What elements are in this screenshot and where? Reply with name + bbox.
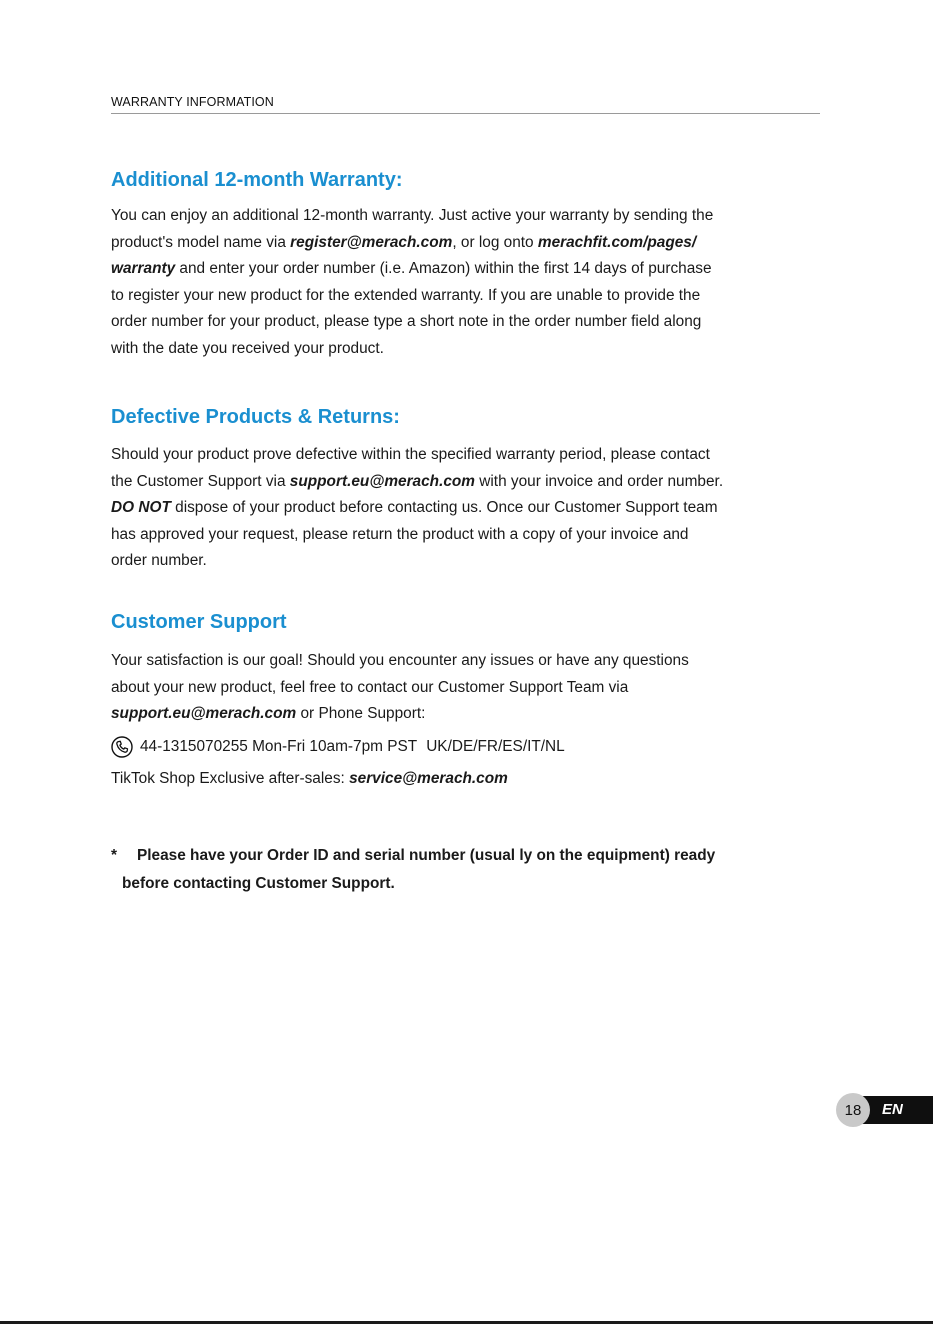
- warranty-text: , or log onto: [452, 233, 538, 251]
- phone-icon: [111, 736, 133, 758]
- warranty-text: and enter your order number (i.e. Amazon) within the first 14 days of purchase: [175, 260, 712, 278]
- do-not-emphasis: DO NOT: [111, 499, 171, 517]
- register-email-link[interactable]: register@merach.com: [290, 233, 453, 251]
- defective-text: the Customer Support via: [111, 472, 290, 490]
- support-email-link[interactable]: support.eu@merach.com: [289, 472, 475, 490]
- support-text: or Phone Support:: [296, 705, 426, 723]
- warranty-line-6: with the date you received your product.: [111, 339, 384, 357]
- support-email-link-2[interactable]: support.eu@merach.com: [111, 705, 297, 723]
- warranty-line-3: [111, 256, 713, 283]
- warranty-line-2: [111, 230, 713, 257]
- support-line-2: about your new product, feel free to contact our Customer Support Team via: [111, 678, 629, 696]
- defective-line-3: [111, 495, 723, 522]
- tiktok-row: [111, 770, 508, 788]
- tiktok-label: TikTok Shop Exclusive after-sales:: [111, 770, 350, 787]
- defective-paragraph: [111, 442, 723, 575]
- defective-line-4: has approved your request, please return the product with a copy of your invoice and: [111, 525, 689, 543]
- note-line-2: before contacting Customer Support.: [122, 874, 395, 892]
- support-line-1: Your satisfaction is our goal! Should you encounter any issues or have any questions: [111, 652, 689, 669]
- tiktok-email-link[interactable]: service@merach.com: [349, 770, 508, 787]
- header-title: WARRANTY INFORMATION: [111, 95, 274, 109]
- defective-text: dispose of your product before contacting us. Once our Customer Support team: [170, 499, 718, 517]
- warranty-url-link[interactable]: merachfit.com/pages/: [537, 233, 697, 251]
- serial-note: [111, 842, 715, 897]
- support-paragraph: [111, 648, 689, 728]
- defective-line-5: order number.: [111, 552, 207, 570]
- phone-number[interactable]: 44-1315070255 Mon-Fri 10am-7pm PST: [140, 738, 418, 755]
- support-heading: Customer Support: [111, 611, 287, 633]
- phone-regions: UK/DE/FR/ES/IT/NL: [426, 738, 565, 755]
- warranty-paragraph: [111, 203, 713, 363]
- warranty-line-4: to register your new product for the extended warranty. If you are unable to provide the: [111, 286, 701, 304]
- note-asterisk: *: [111, 847, 117, 864]
- warranty-url-link-cont[interactable]: warranty: [111, 260, 176, 278]
- header-divider: [111, 113, 820, 114]
- language-label: EN: [882, 1101, 903, 1118]
- note-line-1: Please have your Order ID and serial number (usual ly on the equipment) ready: [137, 847, 716, 864]
- warranty-line-1: You can enjoy an additional 12-month warranty. Just active your warranty by sending the: [111, 207, 714, 224]
- defective-text: with your invoice and order number.: [475, 472, 724, 490]
- defective-heading: Defective Products & Returns:: [111, 406, 400, 428]
- warranty-line-5: order number for your product, please type a short note in the order number field along: [111, 313, 702, 331]
- warranty-text: product's model name via: [111, 233, 291, 251]
- page-number-badge: 18: [836, 1093, 870, 1127]
- warranty-heading: Additional 12-month Warranty:: [111, 169, 403, 191]
- defective-line-2: [111, 469, 723, 496]
- defective-line-1: Should your product prove defective within the specified warranty period, please contact: [111, 446, 710, 463]
- support-line-3: [111, 701, 689, 728]
- phone-support-row: [111, 735, 565, 759]
